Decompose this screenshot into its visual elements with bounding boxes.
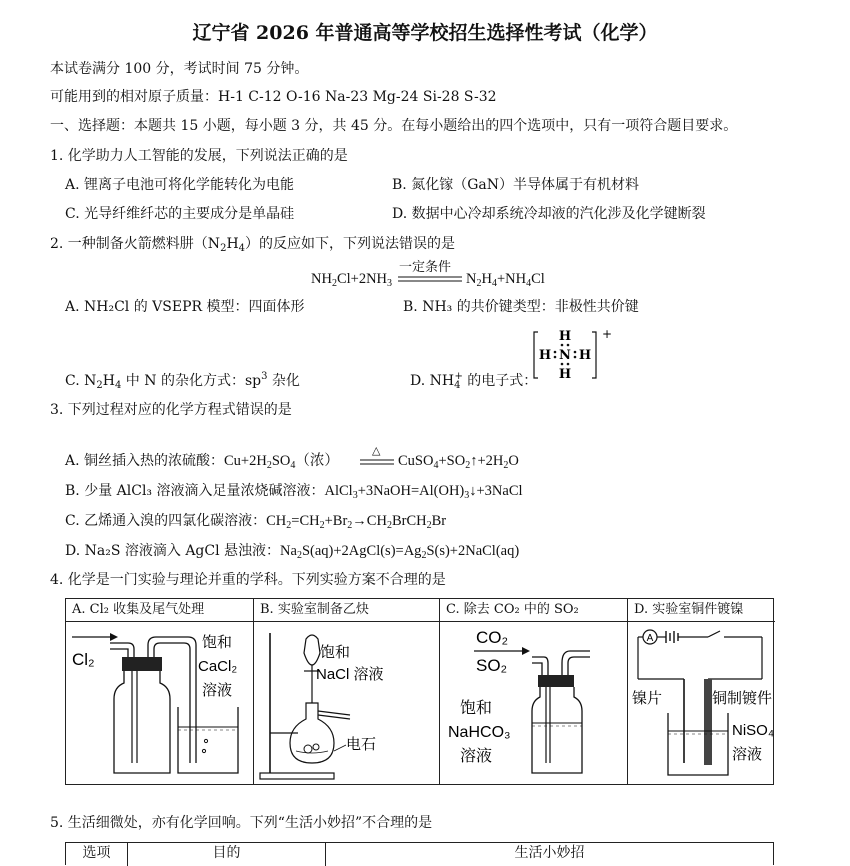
exam-info: 本试卷满分 100 分，考试时间 75 分钟。: [50, 61, 309, 77]
eq-sub: 3: [387, 278, 393, 289]
q2-stem-sub-2: 4: [238, 243, 246, 254]
q5-table-header: [65, 842, 774, 865]
q5-col-purpose: 目的: [128, 843, 326, 866]
n-center: N: [559, 348, 571, 363]
q2-stem-text-3: ）的反应如下，下列说法错误的是: [245, 236, 456, 252]
q4-col-d[interactable]: [628, 599, 775, 784]
q3-option-d[interactable]: [65, 542, 519, 560]
q3-option-a[interactable]: [65, 452, 339, 470]
label-c-co2: CO₂: [476, 628, 509, 647]
q4-apparatus-table: [65, 598, 774, 785]
eq-sub: 2: [331, 278, 337, 289]
q2d-sup: +: [454, 371, 463, 382]
label-c-sat: 饱和: [460, 698, 493, 717]
q2c-sub: 2: [96, 380, 103, 391]
label-b-carbide: 电石: [346, 735, 377, 753]
equals-arrow-icon: [398, 275, 464, 283]
label-cl2: Cl₂: [72, 650, 95, 669]
atomic-masses: 可能用到的相对原子质量：H-1 C-12 O-16 Na-23 Mg-24 Si-28 S-32: [50, 89, 497, 105]
eq-part: NH: [311, 271, 332, 287]
eq-part: Cl: [531, 271, 545, 287]
q2c-text: C. N: [65, 373, 97, 389]
label-b-sat: 饱和: [320, 643, 351, 661]
q3a-eq-right: $CuSO_4+SO_2↑+2H_2O$: [398, 453, 519, 471]
q4-header-a: A. Cl₂ 收集及尾气处理: [66, 599, 253, 622]
q4-col-b[interactable]: [254, 599, 440, 784]
q3b-eq: $AlCl_3+3NaOH=Al(OH)_3↓+3NaCl$: [324, 483, 523, 501]
label-b-nacl: NaCl 溶液: [316, 666, 384, 683]
q2d-sub: 4: [454, 380, 461, 391]
q3a-eq-left: $Cu+2H_2SO_4$（浓）: [224, 453, 339, 471]
q2-stem-sub-1: 2: [220, 243, 227, 254]
eq-sub: 2: [476, 278, 482, 289]
section-heading: 一、选择题：本题共 15 小题，每小题 3 分，共 45 分。在每小题给出的四个选项中，只有一项符合题目要求。: [50, 118, 738, 134]
label-c-so2: SO₂: [476, 656, 508, 675]
q2-option-b[interactable]: B. NH₃ 的共价键类型：非极性共价键: [403, 299, 639, 315]
q2c-sub: 4: [114, 380, 122, 391]
heat-equals-icon: [360, 458, 396, 466]
label-d-nickel: 镍片: [632, 689, 663, 707]
q2-stem: [50, 235, 455, 253]
q2c-sup: 3: [261, 371, 268, 382]
q3a-label: A. 铜丝插入热的浓硫酸：: [65, 453, 225, 469]
q2-stem-text-2: H: [226, 236, 239, 252]
q2-equation-right: [466, 270, 545, 288]
q5-col-option: 选项: [66, 843, 128, 866]
page-title: 辽宁省 2026 年普通高等学校招生选择性考试（化学）: [192, 22, 658, 44]
label-a-solution: 溶液: [202, 681, 233, 699]
heat-delta: △: [372, 444, 381, 457]
q5-stem: 5. 生活细微处，亦有化学回响。下列“生活小妙招”不合理的是: [50, 815, 433, 831]
apparatus-so2-removal: [440, 623, 628, 783]
apparatus-acetylene: [254, 623, 440, 783]
reaction-condition: 一定条件: [399, 260, 452, 275]
label-c-nahco3: NaHCO₃: [448, 724, 511, 741]
eq-part: Cl+2NH: [336, 271, 388, 287]
q4-header-d: D. 实验室铜件镀镍: [628, 599, 775, 622]
q1-option-a[interactable]: A. 锂离子电池可将化学能转化为电能: [65, 177, 295, 193]
q2d-text: D. NH: [410, 373, 455, 389]
apparatus-cl2-collection: [66, 623, 254, 783]
q4-header-b: B. 实验室制备乙炔: [254, 599, 439, 622]
q2-option-d[interactable]: [410, 372, 537, 390]
q5-col-tip: 生活小妙招: [514, 845, 585, 861]
eq-part: N: [466, 271, 477, 287]
q4-stem: 4. 化学是一门实验与理论并重的学科。下列实验方案不合理的是: [50, 572, 446, 588]
h-top: H: [558, 329, 572, 344]
q3d-label: D. Na₂S 溶液滴入 AgCl 悬浊液：: [65, 543, 281, 559]
switch-icon: [708, 631, 720, 637]
q2-equation-left: [311, 270, 392, 288]
charge-plus: +: [602, 327, 613, 341]
h-bottom: H: [558, 367, 572, 382]
q1-option-b[interactable]: B. 氮化镓（GaN）半导体属于有机材料: [392, 177, 639, 193]
eq-sub: 4: [491, 278, 497, 289]
q3d-eq: $Na_2S(aq)+2AgCl(s)=Ag_2S(s)+2NaCl(aq)$: [280, 543, 520, 561]
q2c-text: 杂化: [267, 373, 300, 389]
q1-stem: 1. 化学助力人工智能的发展，下列说法正确的是: [50, 148, 348, 164]
h-left: H: [538, 348, 552, 363]
ammonium-electron-structure: [530, 326, 613, 384]
label-c-solution: 溶液: [460, 746, 493, 765]
eq-part: +NH: [496, 271, 527, 287]
q2-option-a[interactable]: A. NH₂Cl 的 VSEPR 模型：四面体形: [65, 299, 305, 315]
q3-option-b[interactable]: [65, 482, 523, 500]
q2d-text: 的电子式：: [462, 373, 538, 389]
q4-col-a[interactable]: [66, 599, 254, 784]
label-d-copper: 铜制镀件: [712, 689, 773, 707]
eq-sub: 4: [526, 278, 532, 289]
ammeter-label: A: [646, 633, 654, 644]
q4-header-c: C. 除去 CO₂ 中的 SO₂: [440, 599, 627, 622]
label-a-cacl2: CaCl₂: [198, 658, 238, 675]
label-d-solution: 溶液: [732, 745, 763, 763]
label-a-sat: 饱和: [202, 633, 233, 651]
q3-stem: 3. 下列过程对应的化学方程式错误的是: [50, 402, 292, 418]
q2-option-c[interactable]: [65, 372, 300, 390]
q3-option-c[interactable]: [65, 512, 446, 530]
q2c-text: 中 N 的杂化方式：sp: [121, 373, 262, 389]
q3c-label: C. 乙烯通入溴的四氯化碳溶液：: [65, 513, 267, 529]
apparatus-nickel-plating: [628, 623, 775, 783]
q2-stem-text-1: 2. 一种制备火箭燃料肼（N: [50, 236, 221, 252]
q3c-eq: $CH_2=CH_2+Br_2\to CH_2BrCH_2Br$: [266, 513, 447, 531]
q3b-label: B. 少量 AlCl₃ 溶液滴入足量浓烧碱溶液：: [65, 483, 325, 499]
q1-option-d[interactable]: D. 数据中心冷却系统冷却液的汽化涉及化学键断裂: [392, 206, 706, 222]
q2c-text: H: [102, 373, 115, 389]
q4-col-c[interactable]: [440, 599, 628, 784]
label-d-niso4: NiSO₄: [732, 722, 774, 739]
eq-part: H: [481, 271, 492, 287]
h-right: H: [578, 348, 592, 363]
q1-option-c[interactable]: C. 光导纤维纤芯的主要成分是单晶硅: [65, 206, 295, 222]
